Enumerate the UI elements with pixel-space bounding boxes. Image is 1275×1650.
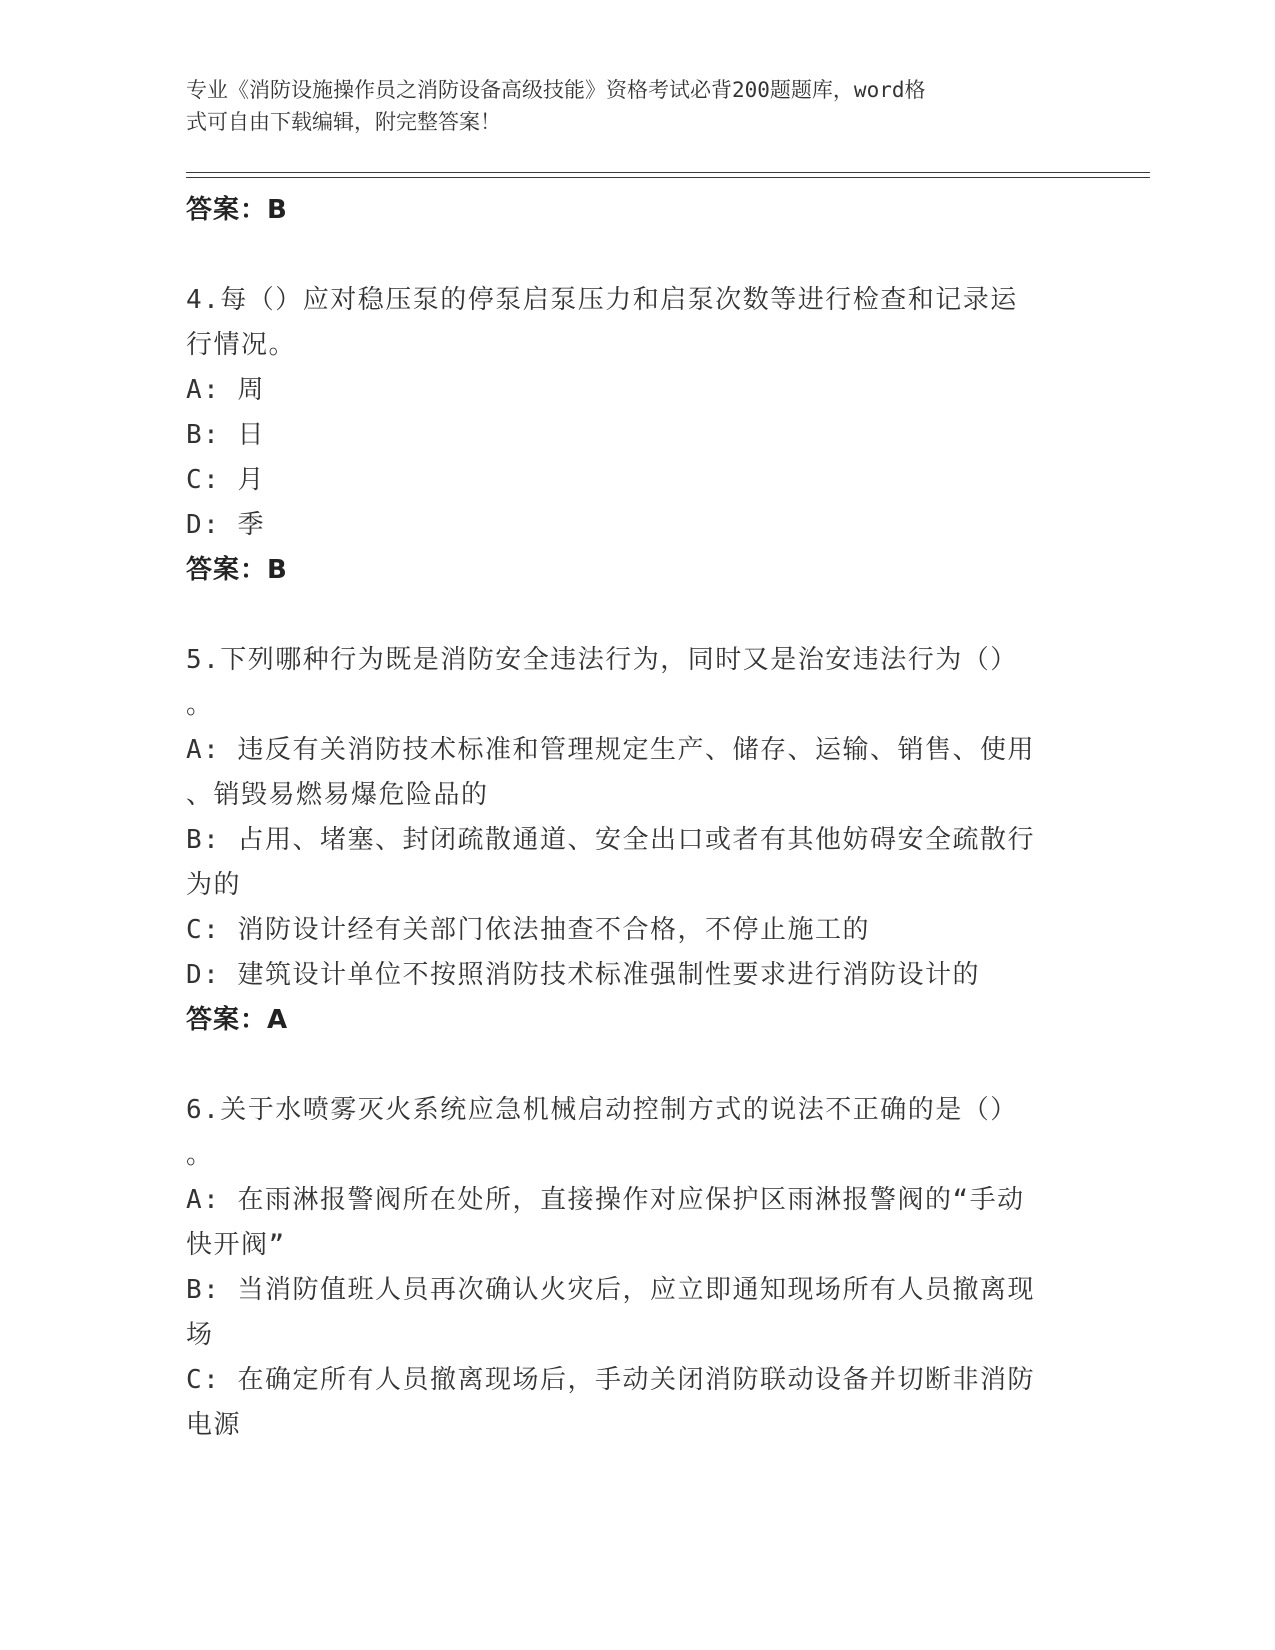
question-5-option-c: C: 消防设计经有关部门依法抽查不合格，不停止施工的 xyxy=(186,915,870,945)
question-5-option-b-2: 为的 xyxy=(186,870,242,900)
question-5-stem-2: 。 xyxy=(186,690,214,720)
header-rule-top xyxy=(186,172,1150,173)
answer-q4: 答案：B xyxy=(186,555,288,585)
spacer xyxy=(186,1043,1086,1088)
question-6-stem-1: 6.关于水喷雾灭火系统应急机械启动控制方式的说法不正确的是（） xyxy=(186,1095,1018,1125)
question-5-option-a-1: A: 违反有关消防技术标准和管理规定生产、储存、运输、销售、使用 xyxy=(186,735,1035,765)
question-6-option-c-2: 电源 xyxy=(186,1410,242,1440)
question-5-option-d: D: 建筑设计单位不按照消防技术标准强制性要求进行消防设计的 xyxy=(186,960,980,990)
question-4-option-b: B: 日 xyxy=(186,420,265,450)
question-6-option-b-1: B: 当消防值班人员再次确认火灾后，应立即通知现场所有人员撤离现 xyxy=(186,1275,1035,1305)
spacer xyxy=(186,593,1086,638)
question-5-stem-1: 5.下列哪种行为既是消防安全违法行为，同时又是治安违法行为（） xyxy=(186,645,1018,675)
header-line-1: 专业《消防设施操作员之消防设备高级技能》资格考试必背200题题库，word格 xyxy=(186,78,926,102)
question-6-stem-2: 。 xyxy=(186,1140,214,1170)
question-6 xyxy=(186,1088,1086,1448)
question-6-option-a-2: 快开阀” xyxy=(186,1230,286,1260)
question-6-option-b-2: 场 xyxy=(186,1320,214,1350)
question-6-option-c-1: C: 在确定所有人员撤离现场后，手动关闭消防联动设备并切断非消防 xyxy=(186,1365,1035,1395)
question-4 xyxy=(186,278,1086,593)
header-line-2: 式可自由下载编辑，附完整答案！ xyxy=(186,110,501,134)
question-6-option-a-1: A: 在雨淋报警阀所在处所，直接操作对应保护区雨淋报警阀的“手动 xyxy=(186,1185,1025,1215)
document-header xyxy=(186,74,1066,138)
question-4-stem-2: 行情况。 xyxy=(186,330,297,360)
answer-q3: 答案：B xyxy=(186,195,288,225)
header-rule-bottom xyxy=(186,177,1150,178)
question-4-option-d: D: 季 xyxy=(186,510,265,540)
answer-q5: 答案：A xyxy=(186,1005,289,1035)
question-5-option-b-1: B: 占用、堵塞、封闭疏散通道、安全出口或者有其他妨碍安全疏散行 xyxy=(186,825,1035,855)
spacer xyxy=(186,233,1086,278)
question-4-stem-1: 4.每（）应对稳压泵的停泵启泵压力和启泵次数等进行检查和记录运 xyxy=(186,285,1018,315)
question-list xyxy=(186,188,1086,1448)
question-4-option-c: C: 月 xyxy=(186,465,265,495)
question-5-option-a-2: 、销毁易燃易爆危险品的 xyxy=(186,780,489,810)
question-4-option-a: A: 周 xyxy=(186,375,265,405)
question-5 xyxy=(186,638,1086,1043)
